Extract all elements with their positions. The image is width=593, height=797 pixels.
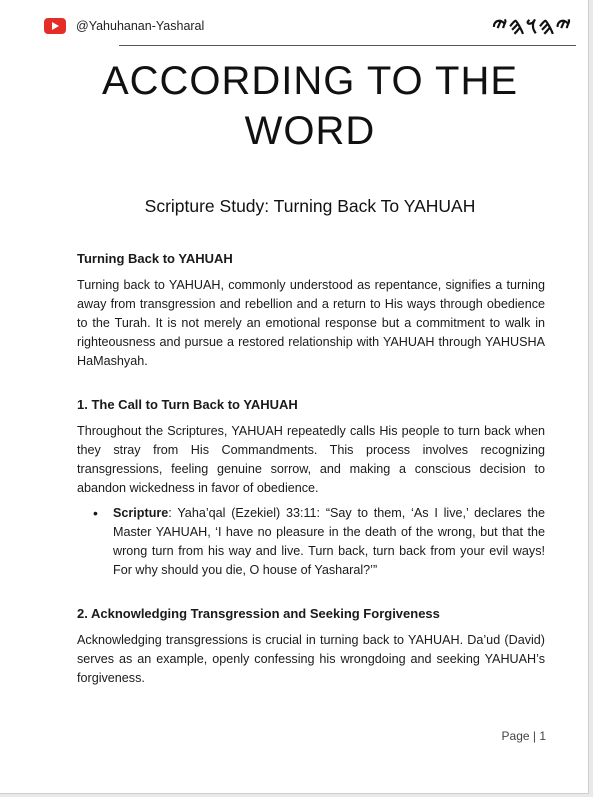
- header-rule: [119, 45, 576, 46]
- youtube-play-icon: [44, 18, 66, 34]
- section-intro: [77, 250, 545, 371]
- section-paragraph: Turning back to YAHUAH, commonly understood as repentance, signifies a turning away from transgression and rebellion and a return to His ways through obedience to the Turah. It is not merely an emotional response but a commitment to walk in righteousness and pursue a restored relationship with YAHUAH through YAHUSHA HaMashyah.: [77, 278, 545, 368]
- document-body: [77, 250, 545, 713]
- channel-handle: @Yahuhanan-Yasharal: [76, 19, 205, 33]
- scripture-bullet: [113, 504, 545, 580]
- document-title: ACCORDING TO THE WORD: [101, 59, 519, 153]
- scripture-list: [77, 504, 545, 580]
- section-acknowledging: [77, 605, 545, 688]
- document-subtitle: Scripture Study: Turning Back To YAHUAH: [144, 196, 476, 216]
- scripture-label: Scripture: [113, 506, 169, 520]
- section-heading: Turning Back to YAHUAH: [77, 251, 233, 266]
- section-paragraph: Acknowledging transgressions is crucial in turning back to YAHUAH. Da’ud (David) serves as an example, openly confessing his wrongdoing and seeking YAHUAH’s forgiveness.: [77, 633, 545, 685]
- paleo-hebrew-name-glyphs: 𐤉𐤄𐤅𐤄𐤉: [492, 12, 572, 40]
- scripture-quote: : Yaha’qal (Ezekiel) 33:11: “Say to them, ‘As I live,’ declares the Master YAHUAH, ‘I have no pleasure in the death of the wrong, but that the wrong turn from his way and live. Turn back, turn back from your evil ways! For why should you die, O house of Yasharal?’”: [113, 506, 545, 577]
- section-heading: 2. Acknowledging Transgression and Seeking Forgiveness: [77, 606, 440, 621]
- section-paragraph: Throughout the Scriptures, YAHUAH repeatedly calls His people to turn back when they stray from His Commandments. This process involves recognizing transgressions, feeling genuine sorrow, and making a conscious decision to abandon wickedness in favor of obedience.: [77, 424, 545, 495]
- page-header: [44, 12, 576, 48]
- section-heading: 1. The Call to Turn Back to YAHUAH: [77, 397, 298, 412]
- page-number: Page | 1: [501, 729, 546, 743]
- section-call-to-turn: [77, 396, 545, 580]
